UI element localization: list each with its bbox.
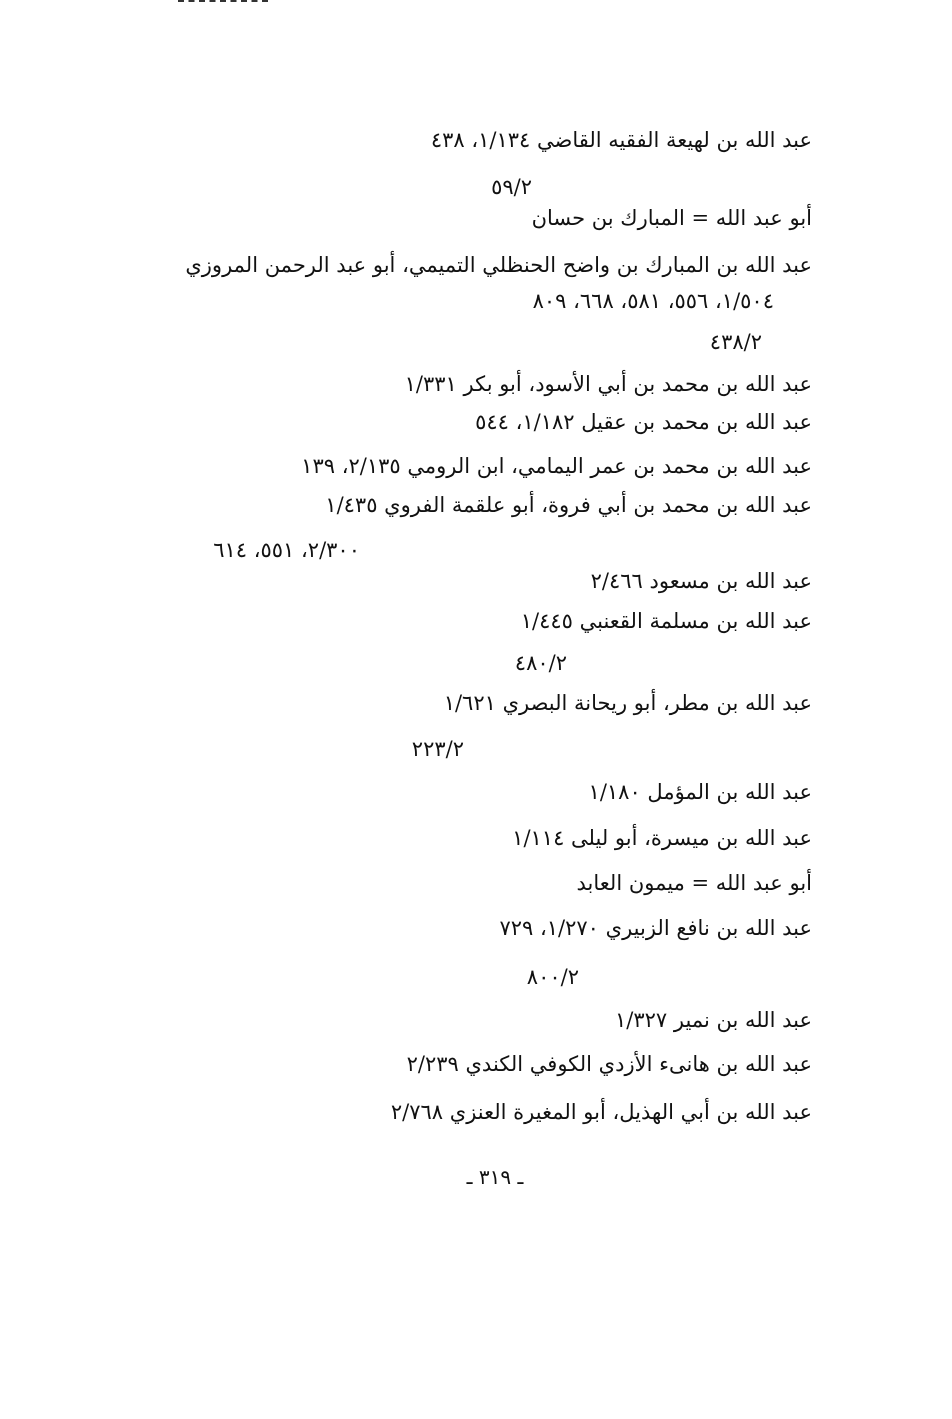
index-entry-continuation: ٤٨٠/٢ [514, 651, 567, 675]
index-entry: عبد الله بن مسعود ٢/٤٦٦ [590, 569, 812, 593]
index-entry: عبد الله بن لهيعة الفقيه القاضي ١/١٣٤، ٤٣٨ [430, 128, 812, 152]
index-entry: عبد الله بن مسلمة القعنبي ١/٤٤٥ [520, 609, 812, 633]
index-entry: عبد الله بن المؤمل ١/١٨٠ [588, 780, 812, 804]
index-entry-continuation: ٢/٣٠٠، ٥٥١، ٦١٤ [213, 538, 360, 562]
index-entry: أبو عبد الله = ميمون العابد [576, 871, 812, 895]
index-entry-continuation: ١/٥٠٤، ٥٥٦، ٥٨١، ٦٦٨، ٨٠٩ [532, 289, 774, 313]
index-entry: عبد الله بن محمد بن أبي فروة، أبو علقمة الفروي ١/٤٣٥ [325, 493, 812, 517]
index-entry: عبد الله بن هانىء الأزدي الكوفي الكندي ٢/٢٣٩ [406, 1052, 812, 1076]
index-entry: عبد الله بن ميسرة، أبو ليلى ١/١١٤ [512, 826, 812, 850]
index-entry: عبد الله بن مطر، أبو ريحانة البصري ١/٦٢١ [443, 691, 812, 715]
index-entry: عبد الله بن المبارك بن واضح الحنظلي التميمي، أبو عبد الرحمن المروزي [185, 253, 812, 277]
index-entry: عبد الله بن محمد بن عقيل ١/١٨٢، ٥٤٤ [475, 410, 812, 434]
index-entry-continuation: ٥٩/٢ [491, 175, 532, 199]
index-entry-continuation: ٨٠٠/٢ [526, 965, 579, 989]
page-number: ـ ٣١٩ ـ [466, 1165, 524, 1189]
index-entry: عبد الله بن أبي الهذيل، أبو المغيرة العنزي ٢/٧٦٨ [390, 1100, 812, 1124]
index-entry: أبو عبد الله = المبارك بن حسان [531, 206, 812, 230]
index-entry-continuation: ٤٣٨/٢ [709, 330, 762, 354]
index-entry: عبد الله بن نافع الزبيري ١/٢٧٠، ٧٢٩ [499, 916, 812, 940]
index-entry: عبد الله بن محمد بن أبي الأسود، أبو بكر ١/٣٣١ [404, 372, 812, 396]
index-entry: عبد الله بن نمير ١/٣٢٧ [615, 1008, 812, 1032]
index-entry: عبد الله بن محمد بن عمر اليمامي، ابن الرومي ٢/١٣٥، ١٣٩ [301, 454, 812, 478]
index-entry-continuation: ٢٢٣/٢ [411, 737, 464, 761]
